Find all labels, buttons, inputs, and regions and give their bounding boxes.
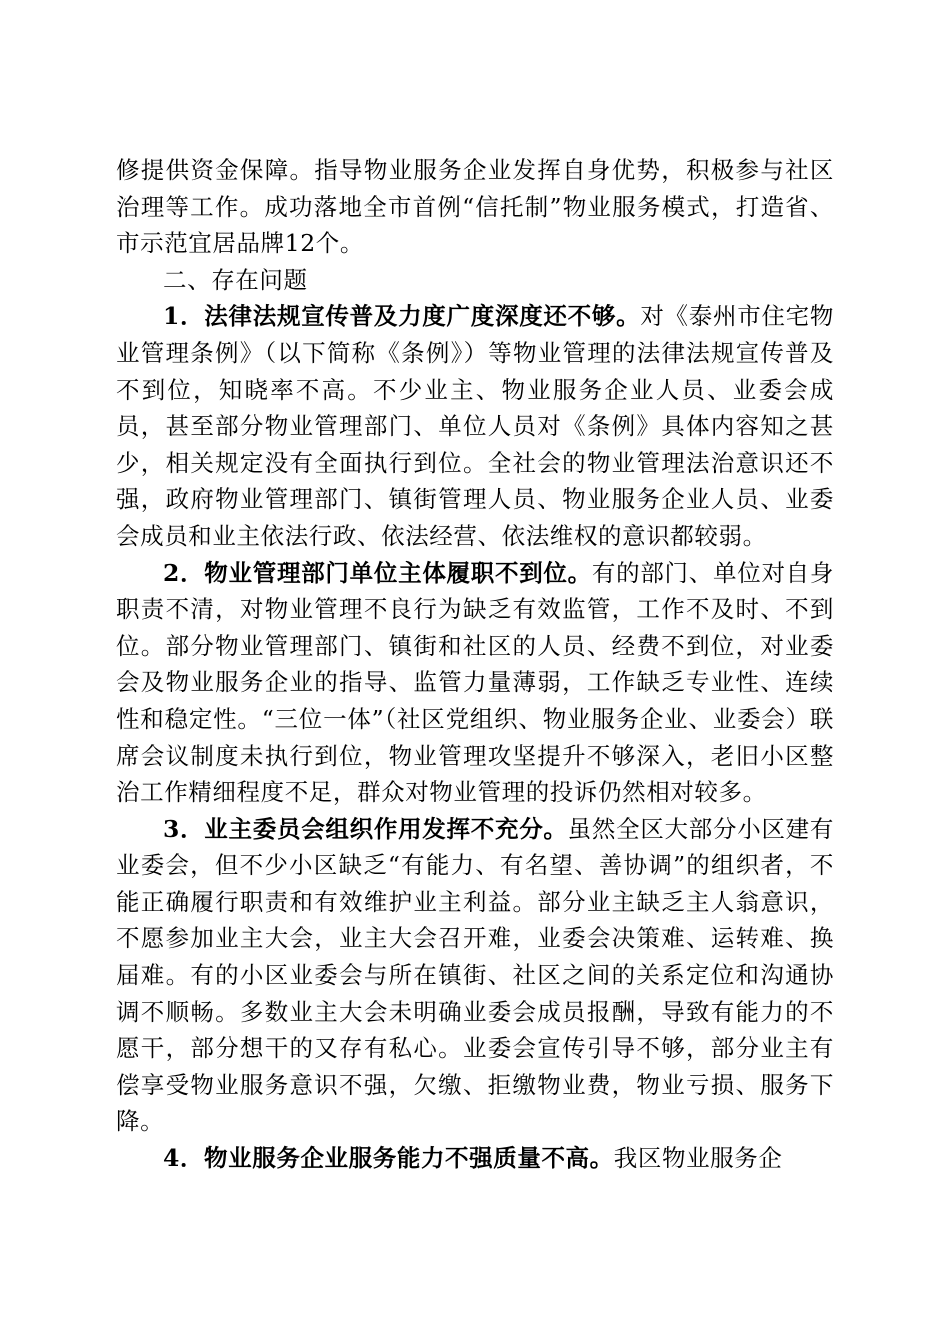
issue-lead-4: 4．物业服务企业服务能力不强质量不高。 [163, 1144, 614, 1173]
intro-paragraph: 修提供资金保障。指导物业服务企业发挥自身优势，积极参与社区治理等工作。成功落地全市首例“信托制”物业服务模式，打造省、市示范宜居品牌12个。 [116, 156, 834, 258]
issue-lead-1: 1．法律法规宣传普及力度广度深度还不够。 [163, 302, 641, 331]
issue-lead-2: 2．物业管理部门单位主体履职不到位。 [163, 558, 592, 587]
issue-paragraph-1 [116, 298, 834, 554]
document-page [116, 152, 834, 1177]
issue-paragraph-4 [116, 1140, 834, 1177]
section-heading: 二、存在问题 [163, 265, 308, 294]
issue-body-3: 虽然全区大部分小区建有业委会，但不少小区缺乏“有能力、有名望、善协调”的组织者，不能正确履行职责和有效维护业主利益。部分业主缺乏主人翁意识，不愿参加业主大会，业主大会召开难，业委会决策难、运转难、换届难。有的小区业委会与所在镇街、社区之间的关系定位和沟通协调不顺畅。多数业主大会未明确业委会成员报酬，导致有能力的不愿干，部分想干的又存有私心。业委会宣传引导不够，部分业主有偿享受物业服务意识不强，欠缴、拒缴物业费，物业亏损、服务下降。 [116, 814, 834, 1136]
issue-paragraph-2 [116, 555, 834, 811]
issue-lead-3: 3．业主委员会组织作用发挥不充分。 [163, 814, 568, 843]
issue-paragraph-3 [116, 811, 834, 1140]
issue-body-1: 对《泰州市住宅物业管理条例》（以下简称《条例》）等物业管理的法律法规宣传普及不到位，知晓率不高。不少业主、物业服务企业人员、业委会成员，甚至部分物业管理部门、单位人员对《条例》具体内容知之甚少，相关规定没有全面执行到位。全社会的物业管理法治意识还不强，政府物业管理部门、镇街管理人员、物业服务企业人员、业委会成员和业主依法行政、依法经营、依法维权的意识都较弱。 [116, 302, 834, 550]
issue-body-2: 有的部门、单位对自身职责不清，对物业管理不良行为缺乏有效监管，工作不及时、不到位。部分物业管理部门、镇街和社区的人员、经费不到位，对业委会及物业服务企业的指导、监管力量薄弱，工作缺乏专业性、连续性和稳定性。“三位一体”（社区党组织、物业服务企业、业委会）联席会议制度未执行到位，物业管理攻坚提升不够深入，老旧小区整治工作精细程度不足，群众对物业管理的投诉仍然相对较多。 [116, 558, 835, 807]
issue-body-4: 我区物业服务企 [613, 1144, 783, 1173]
